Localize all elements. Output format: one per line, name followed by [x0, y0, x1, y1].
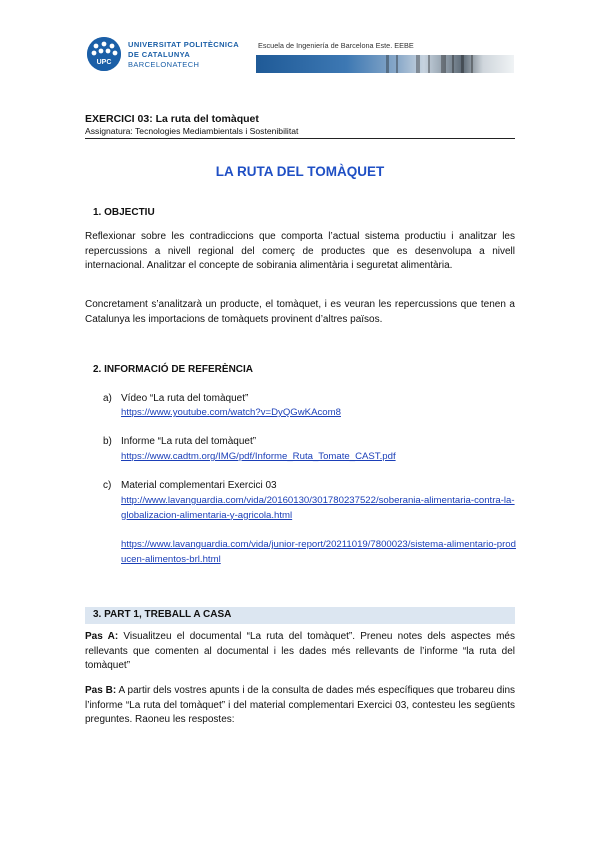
university-name-line-3: BARCELONATECH	[128, 60, 200, 69]
logo-text: UPC	[96, 59, 112, 66]
page-title: LA RUTA DEL TOMÀQUET	[215, 164, 385, 179]
list-item-label: Material complementari Exercici 03	[121, 480, 277, 491]
exercise-title: EXERCICI 03: La ruta del tomàquet	[85, 113, 259, 125]
pas-b-text: A partir dels vostres apunts i de la consulta de dades més específiques que trobareu dins l’informe “La ruta del tomàquet” i del material complementari Exercici 03, contesteu les següents preguntes. Raoneu les respostes:	[85, 685, 516, 725]
list-item-marker: b)	[103, 436, 112, 447]
lavanguardia-link-1[interactable]: http://www.lavanguardia.com/vida/20160130/301780237522/soberania-alimentaria-contra-la-globalizacion-alimentaria-y-agricola.html	[121, 495, 515, 521]
section-3-heading: 3. PART 1, TREBALL A CASA	[93, 609, 232, 620]
lavanguardia-link-2[interactable]: https://www.lavanguardia.com/vida/junior-report/20211019/7800023/sistema-alimentario-producen-alimentos-brl.html	[121, 539, 516, 565]
upc-logo-icon	[87, 37, 121, 71]
pas-b-paragraph	[85, 684, 515, 728]
section-1-heading: 1. OBJECTIU	[93, 207, 155, 218]
pas-a-label: Pas A:	[85, 631, 119, 642]
school-name: Escuela de Ingeniería de Barcelona Este. EEBE	[258, 41, 414, 50]
section-1-paragraph-1: Reflexionar sobre les contradiccions que comporta l’actual sistema productiu i analitzar les repercussions a nivell regional del comerç de productes que es desenvolupa a nivell internacional. Analitzar el concepte de sobirania alimentària i seguretat alimentària.	[85, 231, 515, 271]
university-name-line-2: DE CATALUNYA	[128, 50, 191, 59]
youtube-link[interactable]: https://www.youtube.com/watch?v=DyQGwKAcom8	[121, 407, 341, 418]
university-name-line-1: UNIVERSITAT POLITÈCNICA	[128, 40, 240, 49]
exercise-subject: Assignatura: Tecnologies Mediambientals i Sostenibilitat	[85, 126, 299, 136]
header-divider	[85, 138, 515, 139]
pas-b-label: Pas B:	[85, 685, 117, 696]
cadtm-report-link[interactable]: https://www.cadtm.org/IMG/pdf/Informe_Ruta_Tomate_CAST.pdf	[121, 451, 396, 462]
section-1-paragraph-2: Concretament s’analitzarà un producte, el tomàquet, i es veuran les repercussions que tenen a Catalunya les importacions de tomàquets provinent d’altres països.	[85, 299, 515, 325]
section-2-heading: 2. INFORMACIÓ DE REFERÈNCIA	[93, 364, 254, 375]
header-banner-image	[256, 55, 514, 73]
list-item-marker: a)	[103, 393, 112, 404]
pas-a-paragraph	[85, 630, 515, 674]
list-item-label: Vídeo “La ruta del tomàquet”	[121, 393, 249, 404]
list-item-marker: c)	[103, 480, 112, 491]
pas-a-text: Visualitzeu el documental “La ruta del tomàquet”. Preneu notes dels aspectes més rellevants que comenten al documental i les dades més rellevants de l’informe “la ruta del tomàquet”	[85, 631, 515, 671]
list-item-label: Informe “La ruta del tomàquet”	[121, 436, 257, 447]
